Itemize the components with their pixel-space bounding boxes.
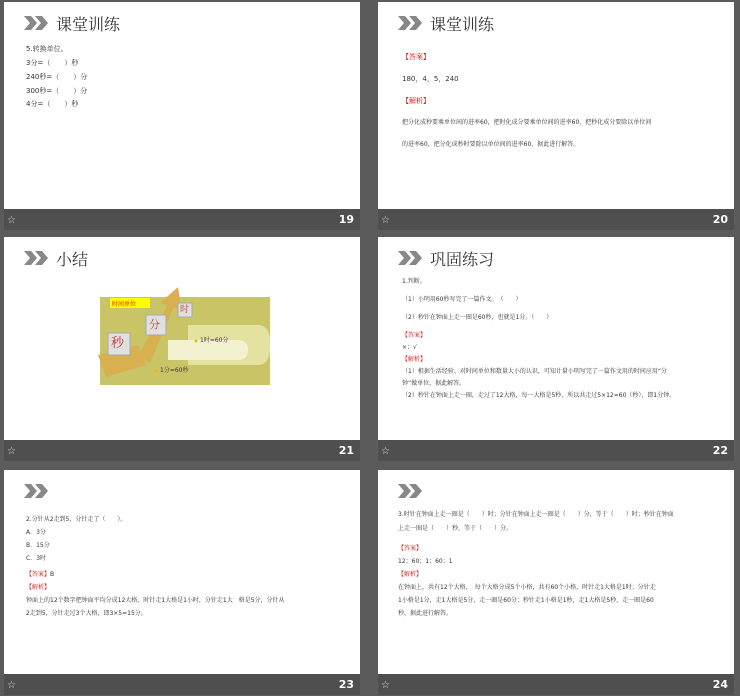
slide-footer	[4, 440, 360, 461]
slide-title: 课堂训练	[430, 15, 495, 34]
slide-title: 小结	[56, 250, 89, 269]
question-line: 上走一圈是（ ）秒，等于（ ）分。	[398, 525, 513, 532]
answer-text: ×；√	[402, 344, 417, 351]
question-line: 3分=（ ）秒	[26, 59, 79, 67]
star-icon: ☆	[381, 215, 390, 226]
star-icon: ☆	[7, 446, 16, 457]
slide-24[interactable]	[378, 470, 734, 691]
analysis-label: 【解析】	[398, 571, 423, 578]
question-line: 4分=（ ）秒	[26, 100, 79, 108]
slide-number: 20	[712, 213, 728, 226]
chevron-icon	[24, 16, 50, 30]
slide-title: 课堂训练	[56, 15, 121, 34]
analysis-line: （2）秒针在钟面上走一圈，走过了12大格，每一大格是5秒，所以共走过5×12=60（秒），即1分钟。	[402, 392, 676, 399]
answer-label: 【答案】	[26, 571, 51, 578]
hour-label: 时	[180, 305, 190, 315]
star-icon: ☆	[7, 215, 16, 226]
slide-number: 24	[712, 678, 728, 691]
question-line: 3.时针在钟面上走一圈是（ ）时；分针在钟面上走一圈是（ ）分，等于（ ）时；秒针在钟面	[398, 511, 674, 518]
answer-text: 12；60；1；60；1	[398, 558, 453, 565]
answer-label: 【答案】	[402, 53, 430, 61]
slide-20[interactable]	[378, 2, 734, 226]
star-icon: ☆	[7, 680, 16, 691]
chevron-icon	[398, 484, 424, 498]
slide-23[interactable]	[4, 470, 360, 691]
question-line: 1.判断。	[402, 278, 426, 285]
question-line: 240秒=（ ）分	[26, 73, 88, 81]
analysis-line: 的进率60，把分化成秒时要除以单位间的进率60，据此进行解答。	[402, 141, 580, 148]
analysis-line: 1小格是1分，走1大格是5分，走一圈是60分；秒针走1小格是1秒，走1大格是5秒，走一圈是60	[398, 597, 654, 604]
answer-text: B	[50, 571, 55, 578]
star-icon: ☆	[381, 446, 390, 457]
answer-label: 【答案】	[402, 332, 427, 339]
analysis-line: 钟面上的12个数字把钟面平均分成12大格，时针走1大格是1小时，分针走1大 格是5分，分针从	[26, 597, 285, 604]
slide-footer	[4, 674, 360, 695]
analysis-label: 【解析】	[402, 356, 427, 363]
slide-footer	[378, 674, 734, 695]
slide-footer	[378, 440, 734, 461]
chevron-icon	[24, 251, 50, 265]
time-unit-label: 时间单位	[112, 301, 137, 308]
slide-footer	[378, 209, 734, 230]
question-line: 300秒=（ ）分	[26, 87, 88, 95]
slide-number: 22	[712, 444, 728, 457]
option-b: B．15分	[26, 542, 50, 549]
slide-title: 巩固练习	[430, 250, 495, 269]
minute-second-relation: 1分=60秒	[160, 367, 189, 374]
analysis-line: （1）根据生活经验、对时间单位和数量大小的认识，可知计量小明写完了一篇作文用的时间应用“分	[402, 368, 667, 375]
question-line: 2.分针从2走到5，分针走了（ ）。	[26, 516, 127, 523]
answer-label: 【答案】	[398, 545, 423, 552]
chevron-icon	[24, 484, 50, 498]
slide-footer	[4, 209, 360, 230]
minute-label: 分	[149, 318, 160, 331]
question-line: （1）小明用60秒写完了一篇作文。 （ ）	[402, 296, 522, 303]
option-a: A．3分	[26, 529, 46, 536]
question-line: （2）秒针在钟面上走一圈是60秒，也就是1分。（ ）	[402, 314, 553, 321]
analysis-line: 钟”做单位，据此解答。	[402, 380, 466, 387]
analysis-line: 2走到5，分针走过3个大格，即3×5=15分。	[26, 610, 147, 617]
analysis-line: 在钟面上，共有12个大格， 每个大格分成5个小格，共有60个小格，时针走1大格是1时；分针走	[398, 584, 656, 591]
answer-row	[26, 570, 54, 580]
slide-19[interactable]	[4, 2, 360, 226]
slide-22[interactable]	[378, 237, 734, 457]
answer-text: 180，4，5，240	[402, 75, 459, 83]
slide-number: 19	[338, 213, 354, 226]
analysis-label: 【解析】	[26, 584, 51, 591]
slide-number: 23	[338, 678, 354, 691]
chevron-icon	[398, 251, 424, 265]
star-icon: ☆	[381, 680, 390, 691]
analysis-label: 【解析】	[402, 97, 430, 105]
chevron-icon	[398, 16, 424, 30]
analysis-line: 把分化成秒要乘单位间的进率60，把时化成分要乘单位间的进率60，把秒化成分要除以单位间	[402, 119, 652, 126]
slide-21[interactable]	[4, 237, 360, 457]
question-line: 5.转换单位。	[26, 45, 68, 53]
second-label: 秒	[111, 336, 125, 351]
slide-number: 21	[338, 444, 354, 457]
option-c: C．3时	[26, 555, 47, 562]
hour-minute-relation: 1时=60分	[200, 337, 229, 344]
analysis-line: 秒，据此进行解答。	[398, 610, 453, 617]
